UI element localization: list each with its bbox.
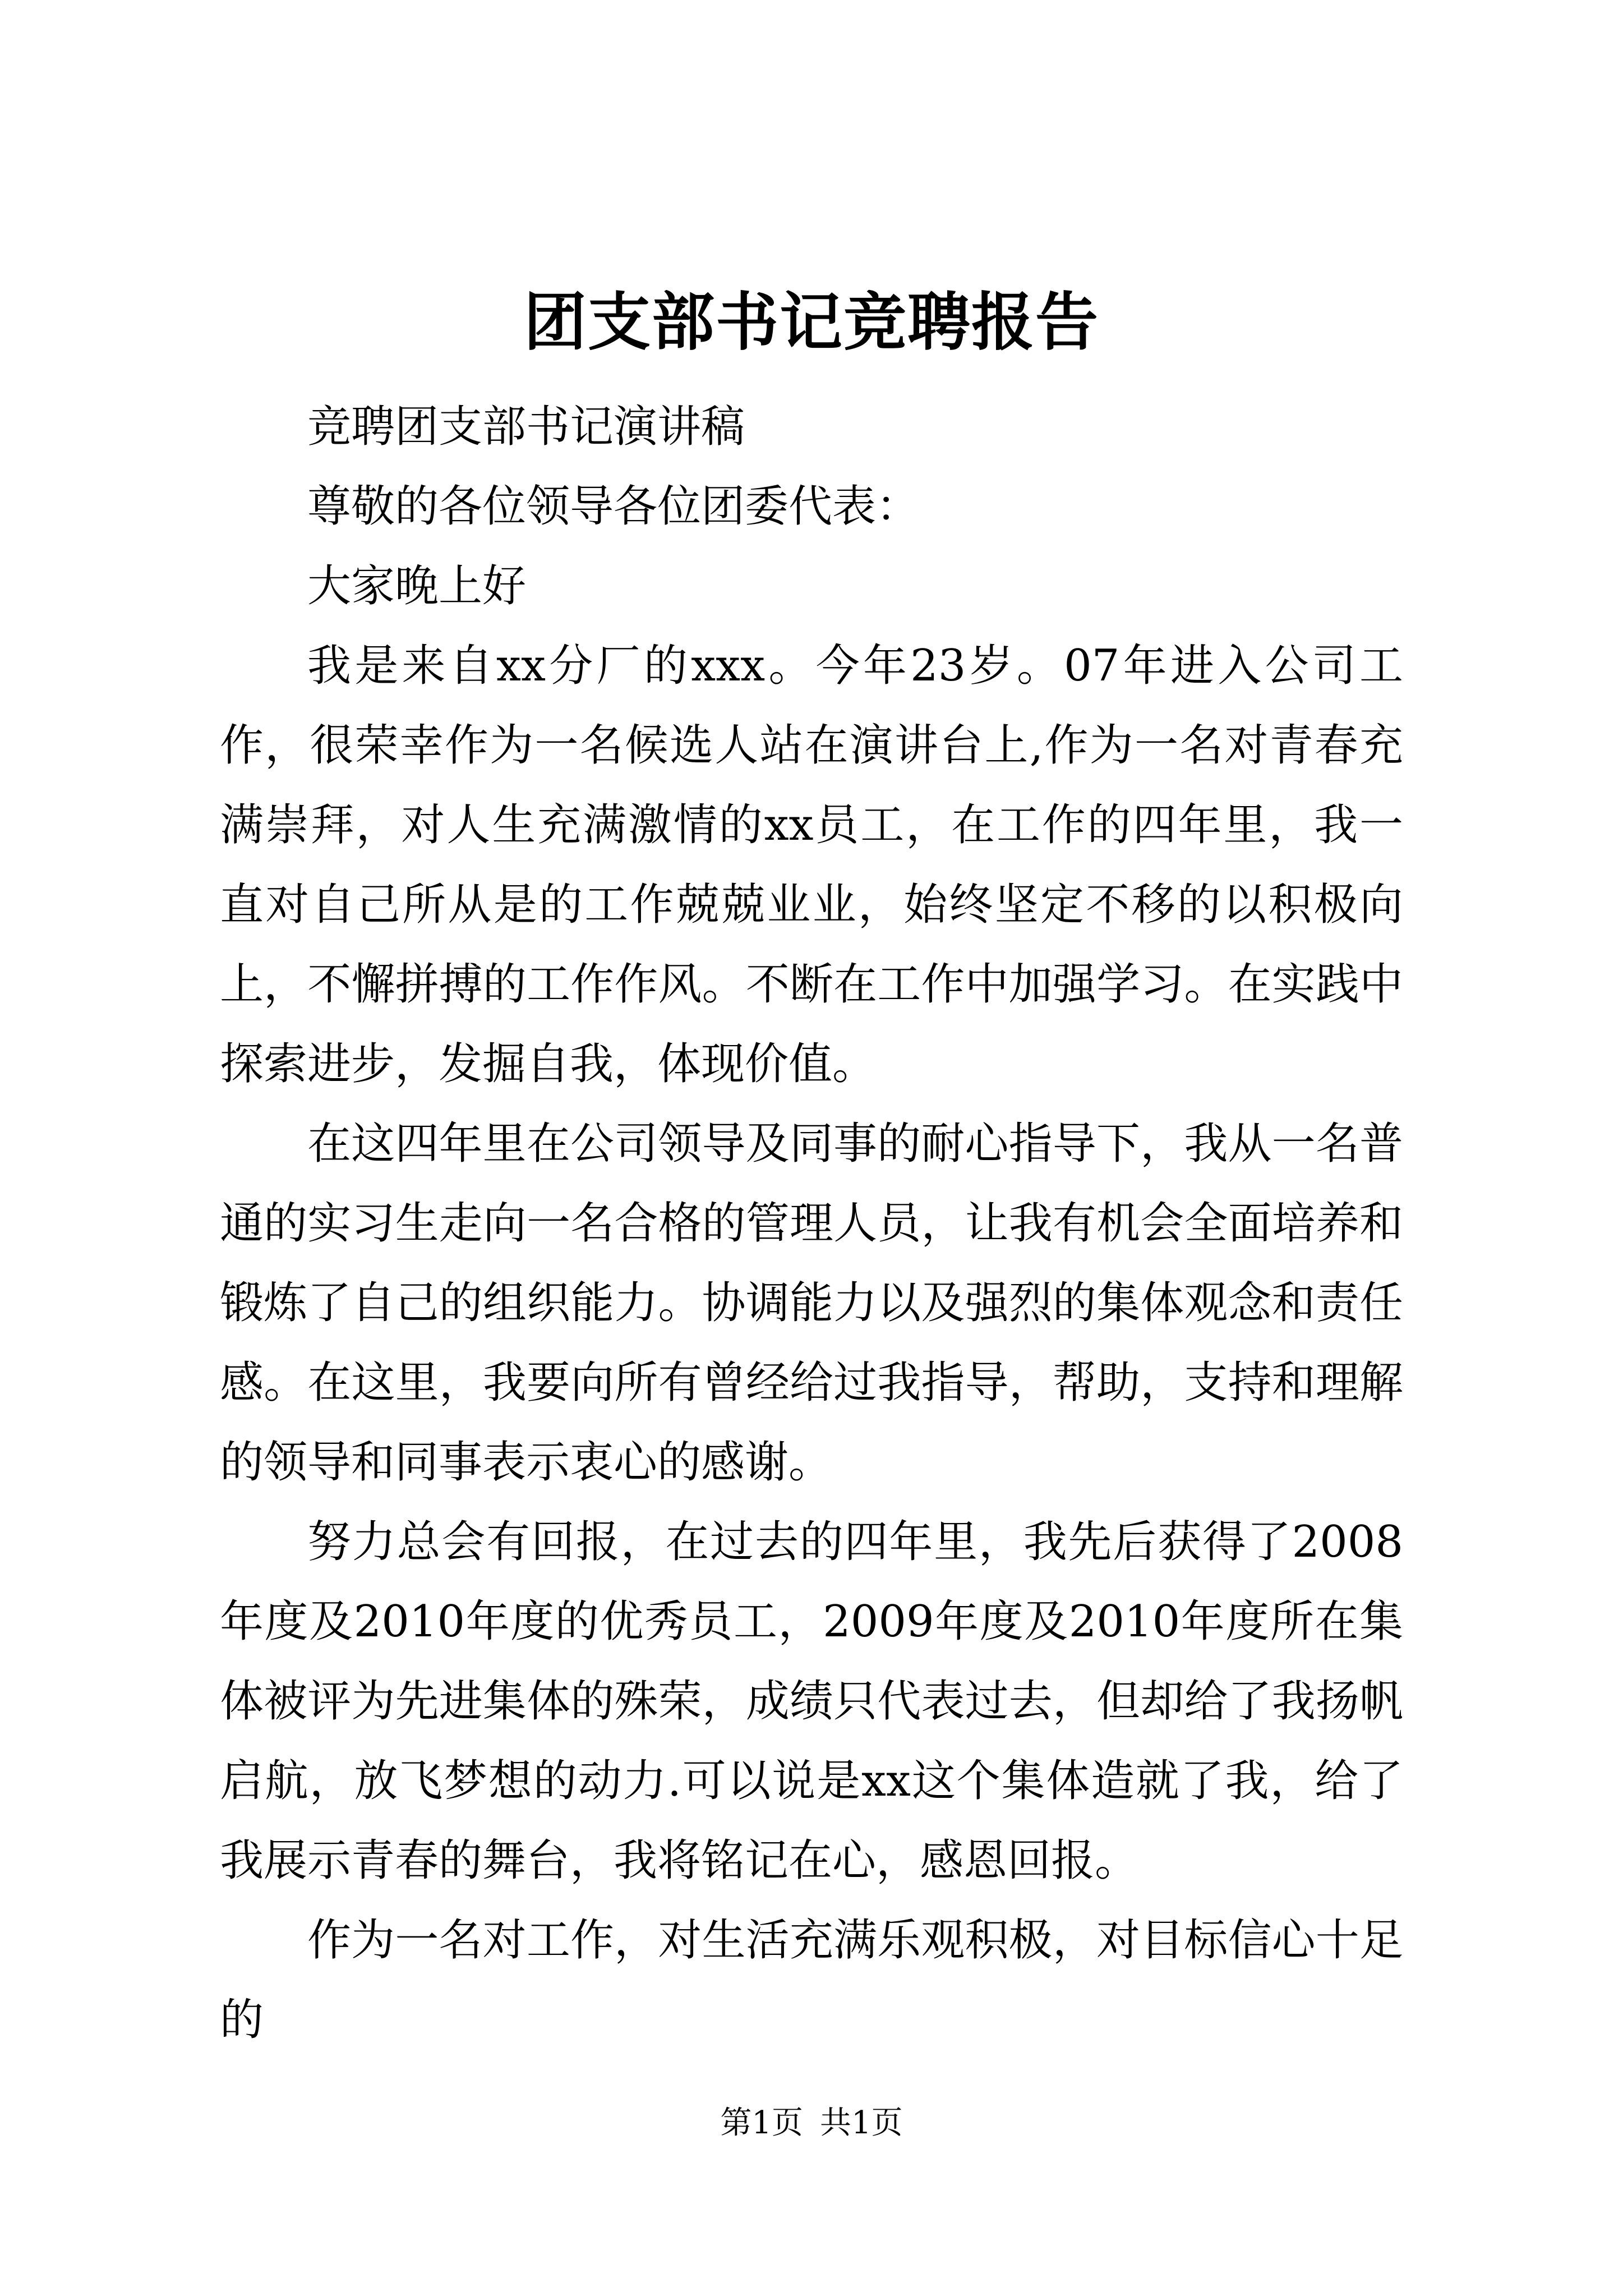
document-title: 团支部书记竞聘报告 (524, 286, 1099, 359)
document-body (220, 387, 1403, 2060)
paragraph-achievements: 努力总会有回报，在过去的四年里，我先后获得了2008年度及2010年度的优秀员工，2009年度及2010年度所在集体被评为先进集体的殊荣，成绩只代表过去，但却给了我扬帆启航，放飞梦想的动力.可以说是xx这个集体造就了我，给了我展示青春的舞台，我将铭记在心，感恩回报。 (220, 1517, 1403, 1886)
paragraph-growth: 在这四年里在公司领导及同事的耐心指导下，我从一名普通的实习生走向一名合格的管理人员，让我有机会全面培养和锻炼了自己的组织能力。协调能力以及强烈的集体观念和责任感。在这里，我要向所有曾经给过我指导，帮助，支持和理解的领导和同事表示衷心的感谢。 (220, 1119, 1403, 1488)
page-footer (0, 2101, 1623, 2146)
page-number: 第1页 (720, 2105, 803, 2141)
page-total: 共1页 (820, 2105, 903, 2141)
paragraph-greeting: 大家晚上好 (307, 561, 527, 611)
paragraph-introduction: 我是来自xx分厂的xxx。今年23岁。07年进入公司工作，很荣幸作为一名候选人站在演讲台上,作为一名对青春充满崇拜，对人生充满激情的xx员工，在工作的四年里，我一直对自己所从是的工作兢兢业业，始终坚定不移的以积极向上，不懈拼搏的工作作风。不断在工作中加强学习。在实践中探索进步，发掘自我，体现价值。 (220, 641, 1403, 1089)
paragraph-salutation: 尊敬的各位领导各位团委代表： (307, 481, 920, 532)
paragraph-subtitle: 竞聘团支部书记演讲稿 (307, 402, 745, 452)
paragraph-continuation: 作为一名对工作，对生活充满乐观积极，对目标信心十足的 (220, 1915, 1403, 2045)
